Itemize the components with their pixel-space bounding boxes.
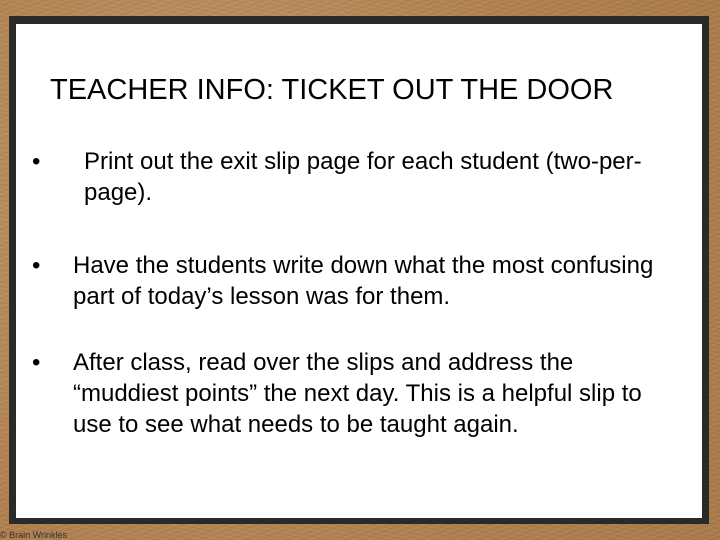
bullet-marker: • bbox=[32, 148, 41, 175]
bullet-text-2: Have the students write down what the most confusing part of today’s lesson was for them. bbox=[73, 252, 654, 310]
bullet-marker: • bbox=[32, 349, 41, 376]
bullet-marker: • bbox=[32, 252, 41, 279]
slide-title: TEACHER INFO: TICKET OUT THE DOOR bbox=[50, 74, 614, 106]
bullet-text-1: Print out the exit slip page for each student (two-per-page). bbox=[84, 148, 642, 206]
bullet-text-3: After class, read over the slips and address the “muddiest points” the next day. This is a helpful slip to use to see what needs to be taught again. bbox=[73, 349, 642, 438]
copyright-notice: © Brain Wrinkles bbox=[0, 530, 67, 540]
